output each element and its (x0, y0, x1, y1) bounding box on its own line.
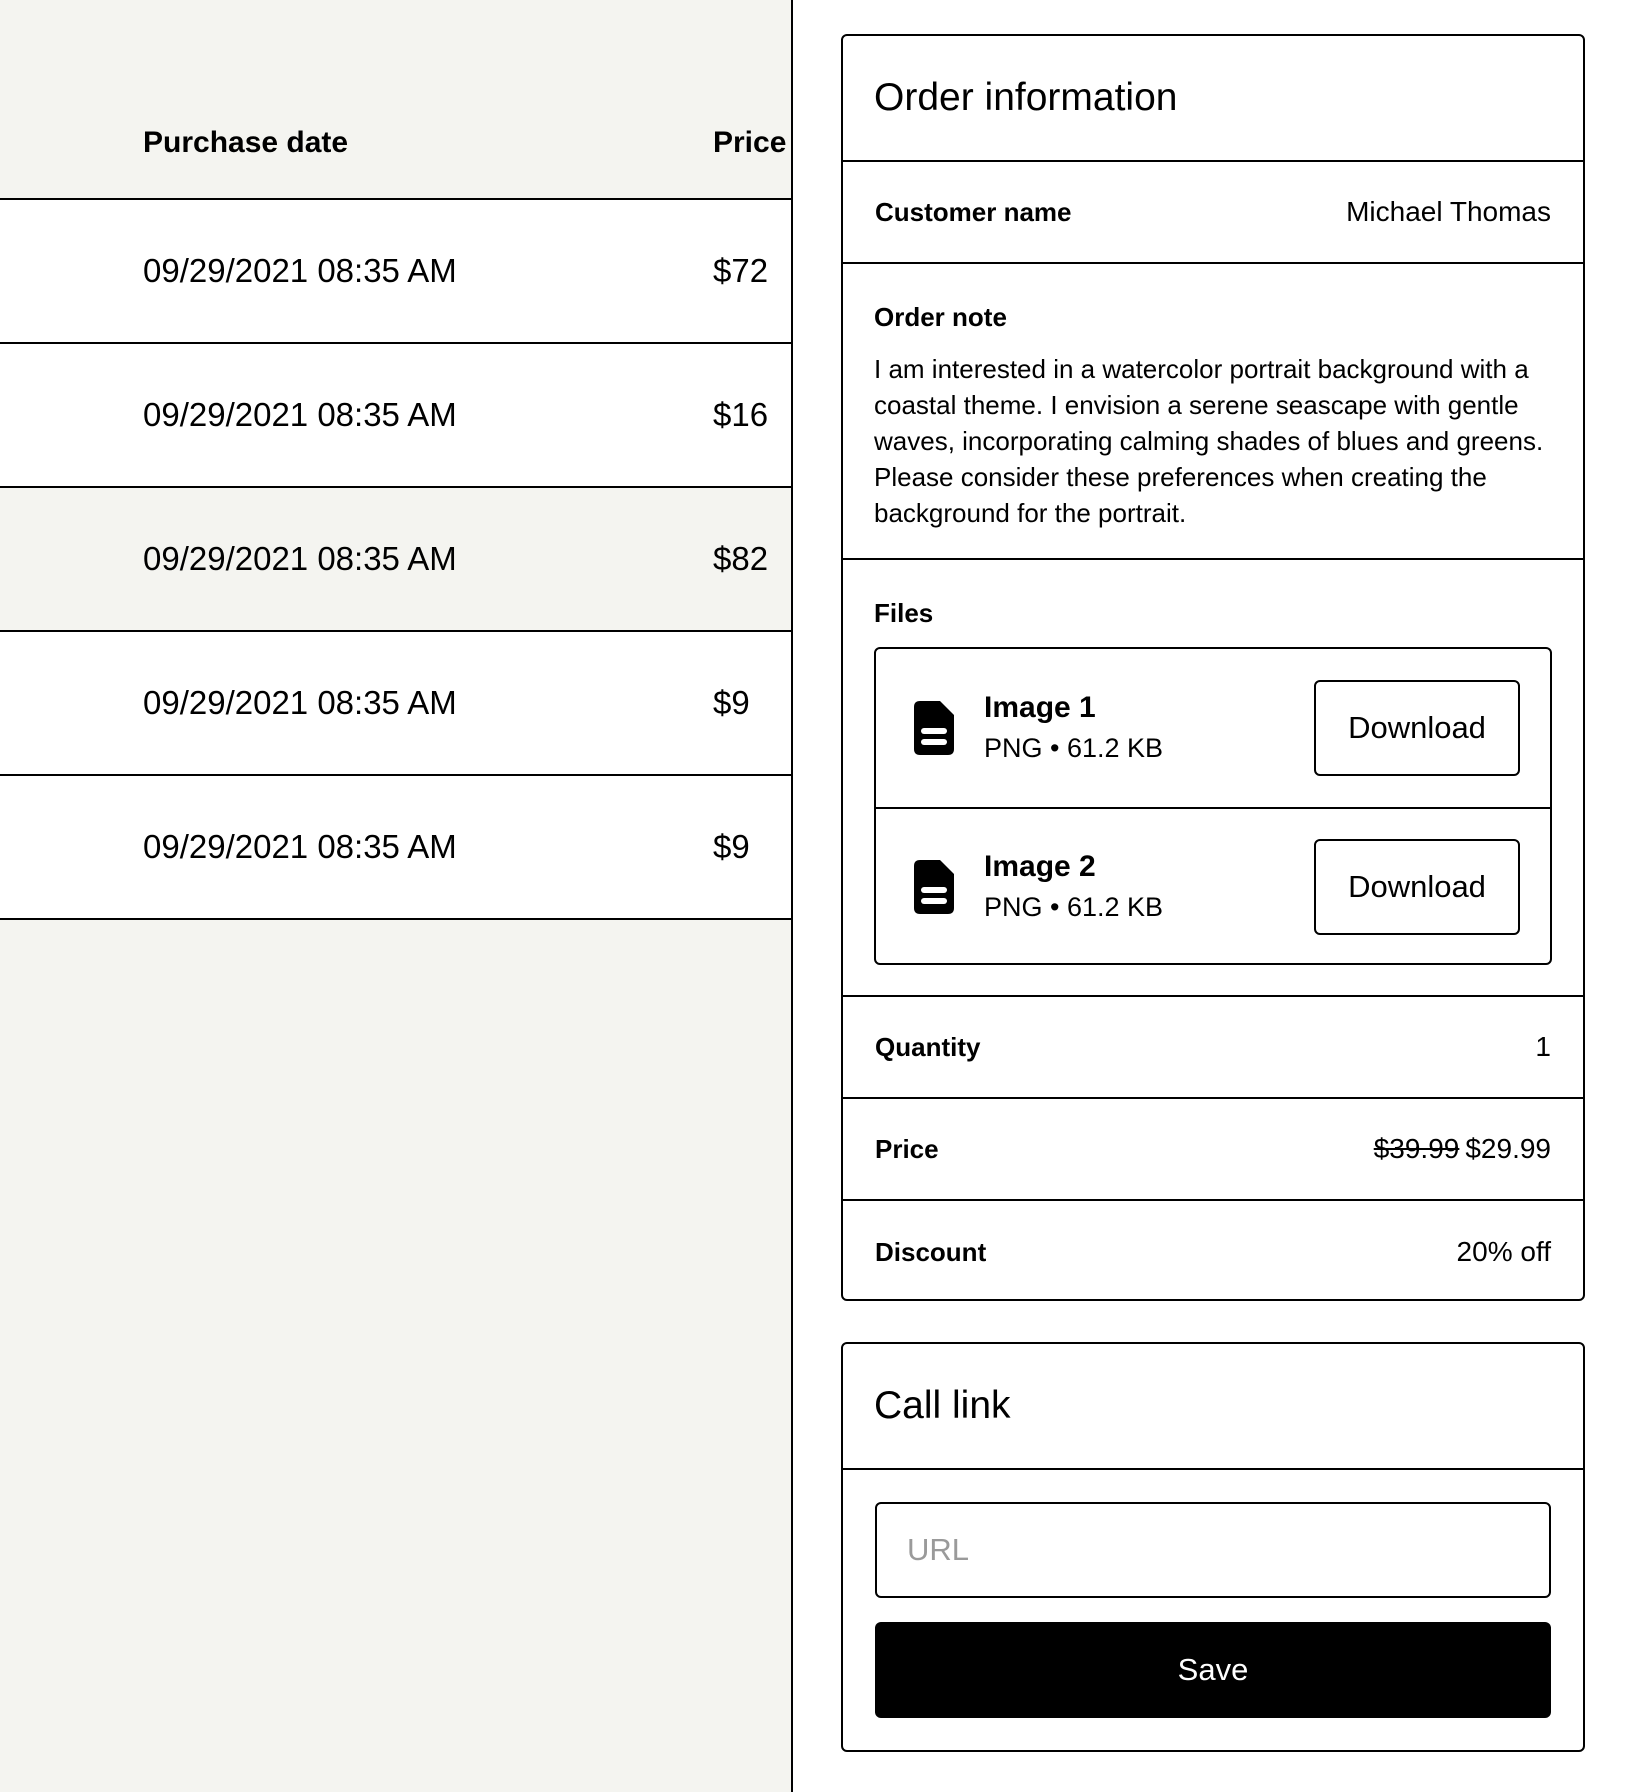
column-header-price[interactable]: Price (713, 126, 787, 159)
table-row[interactable] (0, 632, 792, 776)
call-link-title: Call link (874, 1384, 1011, 1427)
cell-purchase-date: 09/29/2021 08:35 AM (143, 684, 457, 721)
cell-price: $72 (713, 252, 769, 289)
table-row[interactable] (0, 344, 792, 488)
file-info: PNG • 61.2 KB (984, 733, 1164, 763)
call-link-card (841, 1342, 1585, 1752)
cell-purchase-date: 09/29/2021 08:35 AM (143, 540, 457, 577)
file-meta (984, 849, 1314, 925)
order-note-label: Order note (874, 302, 1007, 332)
table-row[interactable] (0, 776, 792, 920)
original-price: $39.99 (1373, 1133, 1460, 1164)
table-header (0, 0, 792, 200)
file-item (876, 649, 1550, 807)
quantity-value: 1 (1535, 1031, 1551, 1062)
files-section (843, 560, 1583, 997)
price-value (1374, 1133, 1551, 1165)
price-label: Price (875, 1133, 939, 1164)
file-meta (984, 690, 1314, 766)
order-note-section (843, 264, 1583, 560)
orders-table (0, 0, 792, 1792)
cell-purchase-date: 09/29/2021 08:35 AM (143, 252, 457, 289)
table-row-selected[interactable] (0, 488, 792, 632)
document-icon (914, 860, 954, 914)
url-input[interactable] (875, 1502, 1551, 1598)
cell-purchase-date: 09/29/2021 08:35 AM (143, 828, 457, 865)
quantity-row (843, 997, 1583, 1099)
call-link-header (843, 1344, 1583, 1470)
order-information-header (843, 36, 1583, 162)
discount-value: 20% off (1456, 1236, 1551, 1267)
file-name: Image 2 (984, 850, 1096, 883)
cell-purchase-date: 09/29/2021 08:35 AM (143, 396, 457, 433)
customer-name-label: Customer name (875, 196, 1072, 227)
file-info: PNG • 61.2 KB (984, 892, 1164, 922)
discount-label: Discount (875, 1236, 987, 1267)
customer-name-row (843, 162, 1583, 264)
order-detail-panel (793, 0, 1633, 1792)
discount-row (843, 1201, 1583, 1303)
file-item (876, 807, 1550, 965)
download-button[interactable]: Download (1314, 680, 1520, 776)
save-button[interactable]: Save (875, 1622, 1551, 1718)
cell-price: $82 (713, 540, 769, 577)
price-row (843, 1099, 1583, 1201)
order-note-text: I am interested in a watercolor portrait background with a coastal theme. I envision a serene seascape with gentle waves, incorporating calming shades of blues and greens. Please consider these preferences when creating the background for the portrait. (874, 354, 1544, 528)
files-list (874, 647, 1552, 965)
customer-name-value: Michael Thomas (1346, 196, 1551, 227)
download-button[interactable]: Download (1314, 839, 1520, 935)
order-information-card (841, 34, 1585, 1301)
files-label: Files (874, 598, 934, 628)
table-row[interactable] (0, 200, 792, 344)
current-price: $29.99 (1465, 1133, 1551, 1164)
cell-price: $9 (713, 684, 750, 721)
cell-price: $9 (713, 828, 750, 865)
column-header-purchase-date[interactable]: Purchase date (143, 126, 349, 159)
quantity-label: Quantity (875, 1031, 981, 1062)
file-name: Image 1 (984, 691, 1096, 724)
cell-price: $16 (713, 396, 769, 433)
order-information-title: Order information (874, 76, 1178, 119)
document-icon (914, 701, 954, 755)
call-link-body (843, 1470, 1583, 1718)
